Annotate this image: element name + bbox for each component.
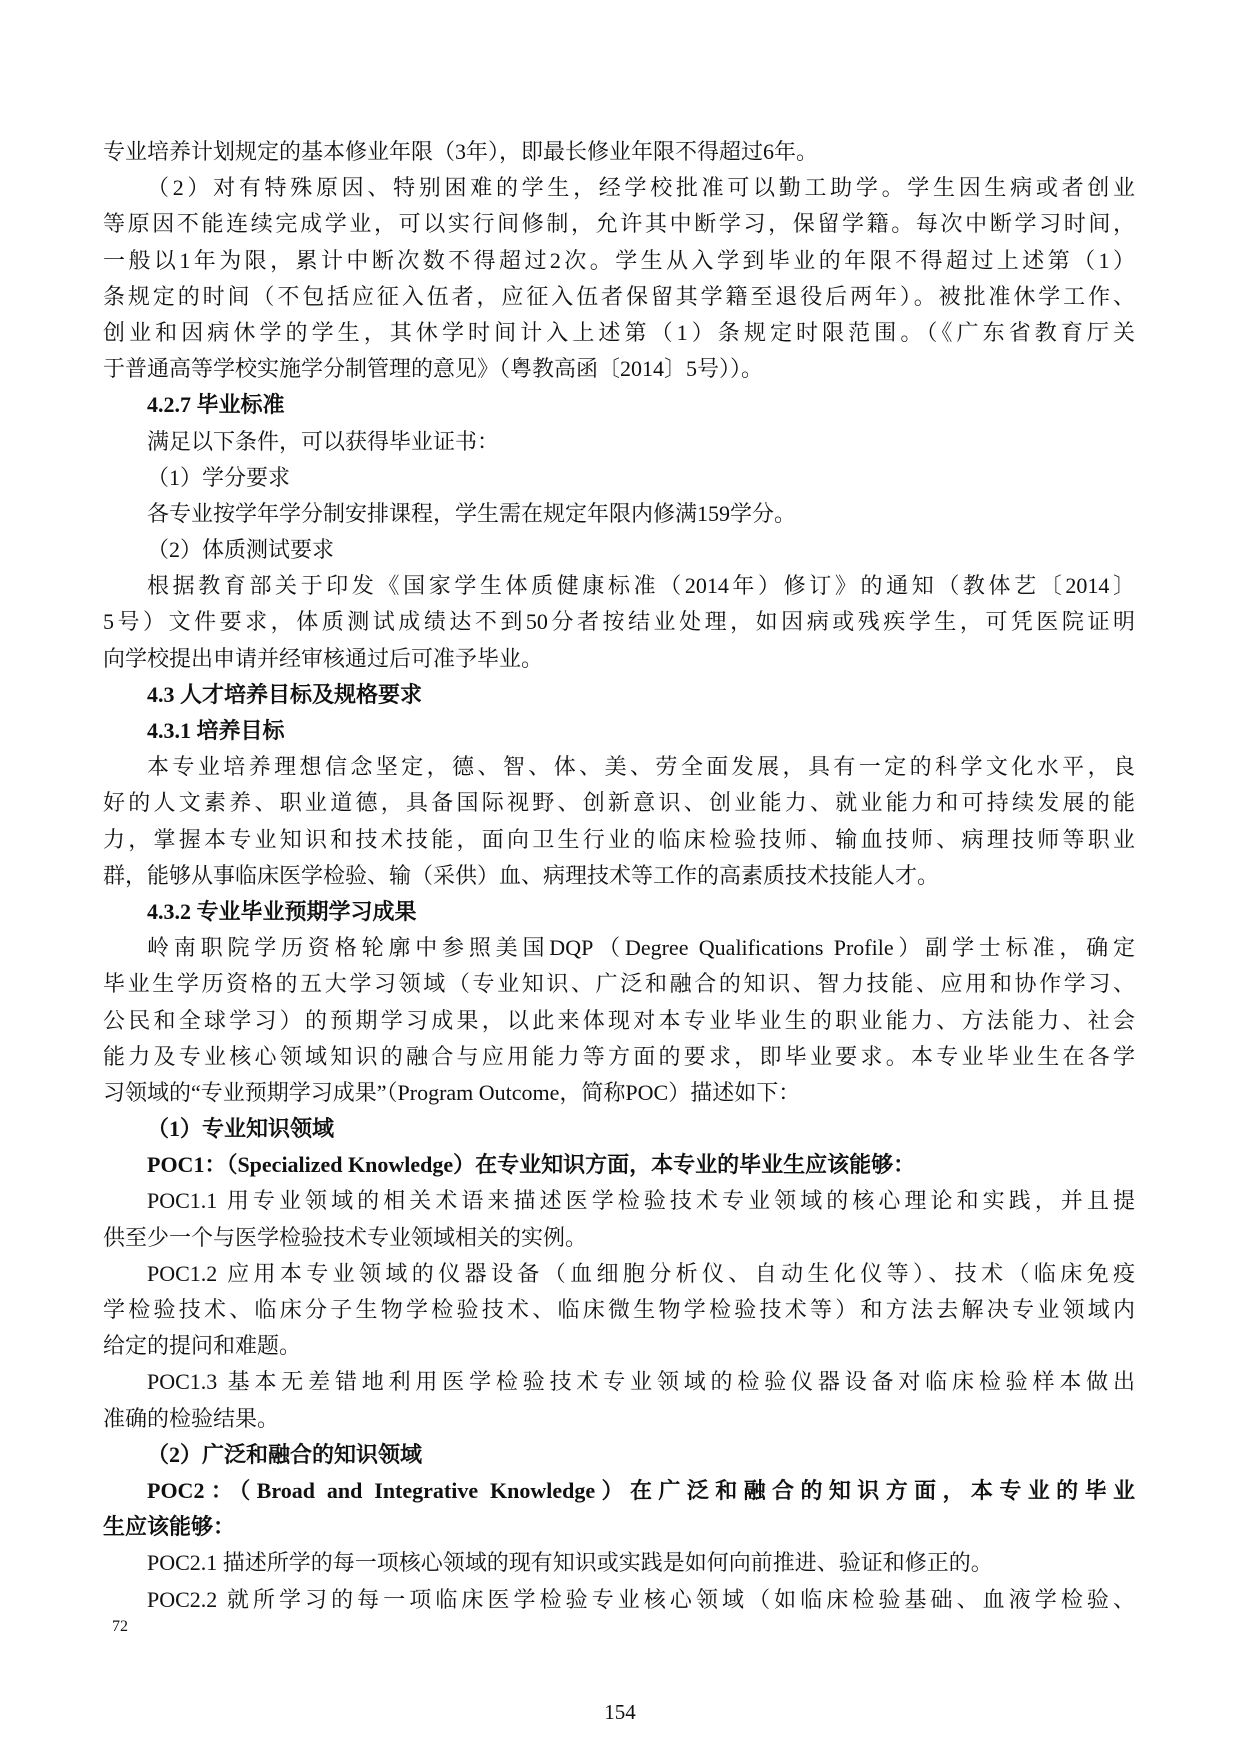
text-line: POC1.2 应用本专业领域的仪器设备（血细胞分析仪、自动生化仪等）、技术（临床免疫 xyxy=(147,1260,1135,1286)
paragraph xyxy=(103,1364,1135,1436)
text-line: 习领域的“专业预期学习成果”（Program Outcome，简称POC）描述如下： xyxy=(103,1079,801,1105)
paragraph xyxy=(103,170,1135,387)
text-line: 本专业培养理想信念坚定，德、智、体、美、劳全面发展，具有一定的科学文化水平，良 xyxy=(147,754,1135,780)
paragraph xyxy=(103,496,1135,532)
text-line: 4.3 人才培养目标及规格要求 xyxy=(147,681,423,707)
text-line: 创业和因病休学的学生，其休学时间计入上述第（1）条规定时限范围。（《广东省教育厅关 xyxy=(103,319,1135,345)
heading xyxy=(103,1147,1135,1183)
heading xyxy=(103,894,1135,930)
text-line: 等原因不能连续完成学业，可以实行间修制，允许其中断学习，保留学籍。每次中断学习时间， xyxy=(103,211,1135,237)
paragraph xyxy=(103,1545,1135,1581)
text-line: 4.3.1 培养目标 xyxy=(147,718,285,743)
text-line: （2）对有特殊原因、特别困难的学生，经学校批准可以勤工助学。学生因生病或者创业 xyxy=(147,175,1135,201)
text-line: 于普通高等学校实施学分制管理的意见》（粤教高函〔2014〕5号））。 xyxy=(103,356,764,382)
text-line: 一般以1年为限，累计中断次数不得超过2次。学生从入学到毕业的年限不得超过上述第（1） xyxy=(103,247,1135,273)
heading xyxy=(103,677,1135,713)
text-line: 专业培养计划规定的基本修业年限（3年），即最长修业年限不得超过6年。 xyxy=(103,139,819,164)
text-line: 生应该能够： xyxy=(103,1514,236,1540)
paragraph xyxy=(103,1256,1135,1365)
text-line: （1）学分要求 xyxy=(147,464,291,490)
text-line: （2）体质测试要求 xyxy=(147,537,335,563)
paragraph xyxy=(103,749,1135,894)
paragraph xyxy=(103,1582,1135,1618)
text-line: POC1.3 基本无差错地利用医学检验技术专业领域的检验仪器设备对临床检验样本做出 xyxy=(147,1369,1135,1395)
text-line: 能力及专业核心领域知识的融合与应用能力等方面的要求，即毕业要求。本专业毕业生在各学 xyxy=(103,1043,1135,1069)
heading xyxy=(103,387,1135,423)
paragraph xyxy=(103,460,1135,496)
text-line: POC1：（Specialized Knowledge）在专业知识方面，本专业的毕业生应该能够： xyxy=(147,1152,916,1178)
text-line: 力，掌握本专业知识和技术技能，面向卫生行业的临床检验技师、输血技师、病理技师等职业 xyxy=(103,826,1135,852)
heading xyxy=(103,1473,1135,1545)
text-line: 各专业按学年学分制安排课程，学生需在规定年限内修满159学分。 xyxy=(147,500,797,526)
text-line: 供至少一个与医学检验技术专业领域相关的实例。 xyxy=(103,1224,588,1250)
text-line: POC2：（Broad and Integrative Knowledge）在广泛和融合的知识方面，本专业的毕业 xyxy=(147,1477,1135,1503)
text-line: （2）广泛和融合的知识领域 xyxy=(147,1441,423,1467)
paragraph xyxy=(103,134,1135,170)
paragraph xyxy=(103,1183,1135,1255)
page-number: 154 xyxy=(604,1700,636,1724)
paragraph xyxy=(103,532,1135,568)
text-line: 岭南职院学历资格轮廓中参照美国DQP（Degree Qualifications Profile）副学士标准，确定 xyxy=(147,935,1135,961)
text-line: 条规定的时间（不包括应征入伍者，应征入伍者保留其学籍至退役后两年）。被批准休学工作、 xyxy=(103,283,1135,309)
text-line: 准确的检验结果。 xyxy=(103,1405,280,1431)
text-line: 好的人文素养、职业道德，具备国际视野、创新意识、创业能力、就业能力和可持续发展的能 xyxy=(103,790,1135,816)
text-line: 群，能够从事临床医学检验、输（采供）血、病理技术等工作的高素质技术技能人才。 xyxy=(103,862,940,888)
text-line: 5号）文件要求，体质测试成绩达不到50分者按结业处理，如因病或残疾学生，可凭医院证明 xyxy=(103,609,1135,635)
text-line: 4.3.2 专业毕业预期学习成果 xyxy=(147,898,417,924)
text-line: 4.2.7 毕业标准 xyxy=(147,392,285,418)
text-line: POC2.1 描述所学的每一项核心领域的现有知识或实践是如何向前推进、验证和修正的。 xyxy=(147,1550,993,1576)
text-line: 毕业生学历资格的五大学习领域（专业知识、广泛和融合的知识、智力技能、应用和协作学习、 xyxy=(103,971,1135,997)
text-line: 公民和全球学习）的预期学习成果，以此来体现对本专业毕业生的职业能力、方法能力、社会 xyxy=(103,1007,1135,1033)
text-line: 满足以下条件，可以获得毕业证书： xyxy=(147,428,500,454)
text-line: 根据教育部关于印发《国家学生体质健康标准（2014年）修订》的通知（教体艺〔2014〕 xyxy=(147,573,1135,599)
paragraph xyxy=(103,424,1135,460)
document-body xyxy=(103,134,1135,1618)
heading xyxy=(103,1437,1135,1473)
text-line: 学检验技术、临床分子生物学检验技术、临床微生物学检验技术等）和方法去解决专业领域内 xyxy=(103,1297,1135,1322)
text-line: 向学校提出申请并经审核通过后可准予毕业。 xyxy=(103,645,544,671)
original-page-number: 72 xyxy=(112,1618,128,1635)
text-line: 给定的提问和难题。 xyxy=(103,1333,302,1359)
paragraph xyxy=(103,568,1135,677)
heading xyxy=(103,713,1135,749)
text-line: POC1.1 用专业领域的相关术语来描述医学检验技术专业领域的核心理论和实践，并且提 xyxy=(147,1188,1135,1214)
heading xyxy=(103,1111,1135,1147)
text-line: POC2.2 就所学习的每一项临床医学检验专业核心领域（如临床检验基础、血液学检验、 xyxy=(147,1586,1135,1612)
text-line: （1）专业知识领域 xyxy=(147,1116,335,1142)
paragraph xyxy=(103,930,1135,1111)
